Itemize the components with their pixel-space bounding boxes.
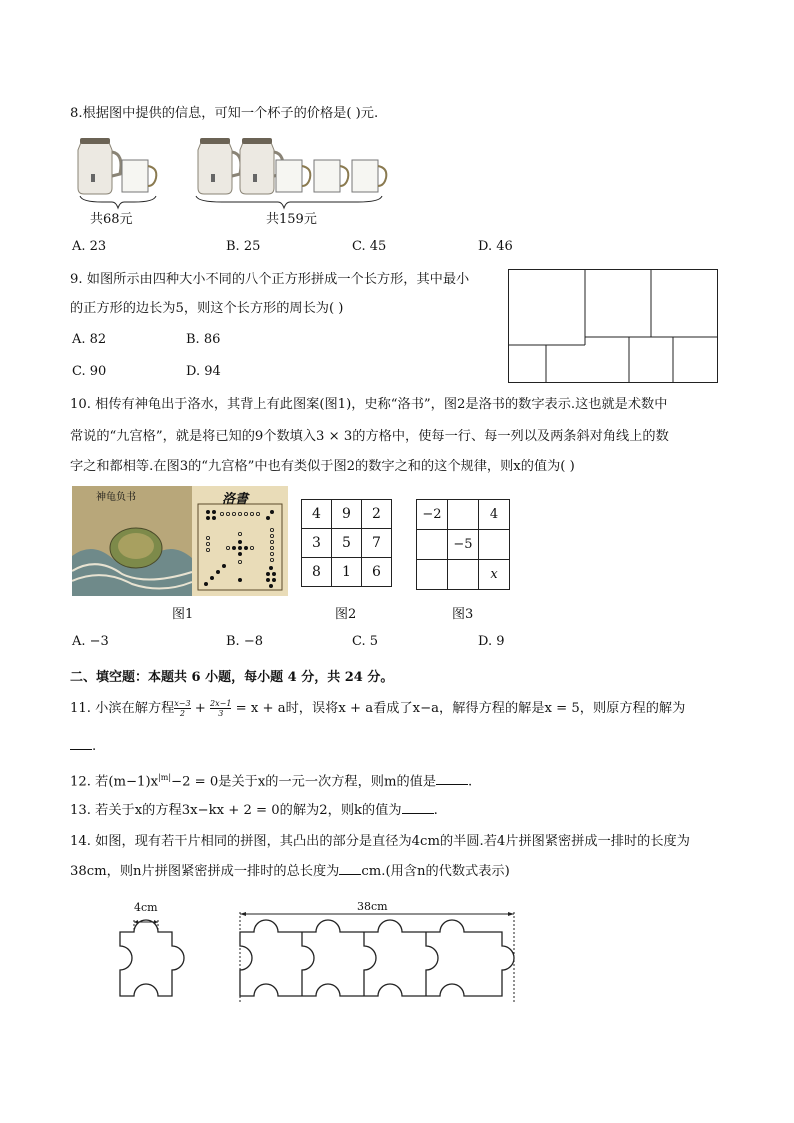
q8-label-left: 共68元 — [90, 212, 133, 227]
cup-icon — [314, 160, 348, 192]
caption-fig2: 图2 — [335, 607, 357, 622]
q11-fraction-2: $\frac{2x-1}{3}$ — [210, 699, 232, 718]
q13-answer-blank[interactable] — [402, 813, 434, 814]
grid3-cell — [479, 530, 510, 560]
q11-fraction-1: $\frac{x-3}{2}$ — [174, 699, 191, 718]
luoshu-label: 神龟负书 — [96, 492, 136, 503]
q8-text: 8.根据图中提供的信息，可知一个杯子的价格是( )元. — [70, 106, 379, 121]
q9-rectangle-figure — [508, 269, 719, 384]
q10-option-a: A. −3 — [72, 634, 109, 649]
grid2-cell: 9 — [332, 500, 362, 529]
q11-answer-blank[interactable] — [70, 749, 92, 750]
caption-fig1: 图1 — [172, 607, 194, 622]
q14-answer-blank[interactable] — [339, 874, 361, 875]
grid2-cell: 6 — [362, 558, 392, 587]
q10-line3: 字之和都相等.在图3的“九宫格”中也有类似于图2的数字之和的这个规律，则x的值为( ) — [70, 459, 575, 474]
q8-option-b: B. 25 — [226, 239, 261, 254]
cup-icon — [276, 160, 310, 192]
puzzle-figure — [110, 898, 530, 1004]
q11-line2: . — [70, 737, 96, 757]
dim-label-large: 38cm — [357, 900, 388, 913]
grid2-cell: 4 — [302, 500, 332, 529]
dim-label-small: 4cm — [134, 901, 158, 914]
cup-icon — [352, 160, 386, 192]
q11-line1 — [70, 699, 685, 719]
q11-prefix: 11. 小滨在解方程 — [70, 701, 175, 716]
q14-line2: 38cm，则n片拼图紧密拼成一排时的总长度为 cm.(用含n的代数式表示) — [70, 864, 510, 879]
luoshu-dots — [198, 504, 282, 590]
grid2-cell: 8 — [302, 558, 332, 587]
grid-figure-2 — [301, 499, 392, 587]
q10-line1: 10. 相传有神龟出于洛水，其背上有此图案(图1)，史称“洛书”，图2是洛书的数字表示.这也就是术数中 — [70, 397, 668, 412]
q11-mid: = x + a时，误将x + a看成了x−a，解得方程的解是x = 5，则原方程的解为 — [231, 701, 686, 716]
q9-option-b: B. 86 — [186, 332, 221, 347]
q9-option-d: D. 94 — [186, 364, 221, 379]
q10-option-c: C. 5 — [352, 634, 379, 649]
q9-line1: 9. 如图所示由四种大小不同的八个正方形拼成一个长方形，其中最小 — [70, 272, 470, 287]
grid2-cell: 1 — [332, 558, 362, 587]
grid3-cell — [448, 560, 479, 590]
q12-answer-blank[interactable] — [436, 784, 468, 785]
grid3-cell: −2 — [417, 500, 448, 530]
q9-line2: 的正方形的边长为5，则这个长方形的周长为( ) — [70, 301, 344, 316]
q8-option-d: D. 46 — [478, 239, 513, 254]
grid3-cell — [448, 500, 479, 530]
grid3-cell: −5 — [448, 530, 479, 560]
q13-text: 13. 若关于x的方程3x−kx + 2 = 0的解为2，则k的值为 . — [70, 803, 438, 818]
q11-plus: + — [190, 701, 211, 716]
grid3-cell — [417, 530, 448, 560]
grid3-cell: 4 — [479, 500, 510, 530]
kettle-icon — [78, 138, 121, 194]
q8-label-right: 共159元 — [266, 212, 317, 227]
q8-option-c: C. 45 — [352, 239, 387, 254]
kettle-icon — [198, 138, 241, 194]
q10-line2: 常说的“九宫格”，就是将已知的9个数填入3 × 3的方格中，使每一行、每一列以及两条斜对角线上的数 — [70, 429, 669, 444]
caption-fig3: 图3 — [452, 607, 474, 622]
grid2-cell: 7 — [362, 529, 392, 558]
q10-option-d: D. 9 — [478, 634, 505, 649]
luoshu-title: 洛書 — [222, 492, 249, 507]
q9-option-c: C. 90 — [72, 364, 107, 379]
q8-option-a: A. 23 — [72, 239, 107, 254]
luoshu-image — [72, 486, 288, 596]
q14-line1: 14. 如图，现有若干片相同的拼图，其凸出的部分是直径为4cm的半圆.若4片拼图紧密拼成一排时的长度为 — [70, 834, 690, 849]
grid2-cell: 2 — [362, 500, 392, 529]
grid2-cell: 5 — [332, 529, 362, 558]
cup-icon — [122, 160, 156, 192]
grid-figure-3 — [416, 499, 510, 590]
grid3-cell — [417, 560, 448, 590]
grid2-cell: 3 — [302, 529, 332, 558]
q10-option-b: B. −8 — [226, 634, 263, 649]
q12-text: 12. 若$(m-1)x^{|m|}-2 = 0$是关于x的一元一次方程，则m的值是 . — [70, 773, 473, 790]
grid3-cell-x: x — [479, 560, 510, 590]
q9-option-a: A. 82 — [72, 332, 107, 347]
section-heading: 二、填空题：本题共 6 小题，每小题 4 分，共 24 分。 — [70, 670, 394, 685]
